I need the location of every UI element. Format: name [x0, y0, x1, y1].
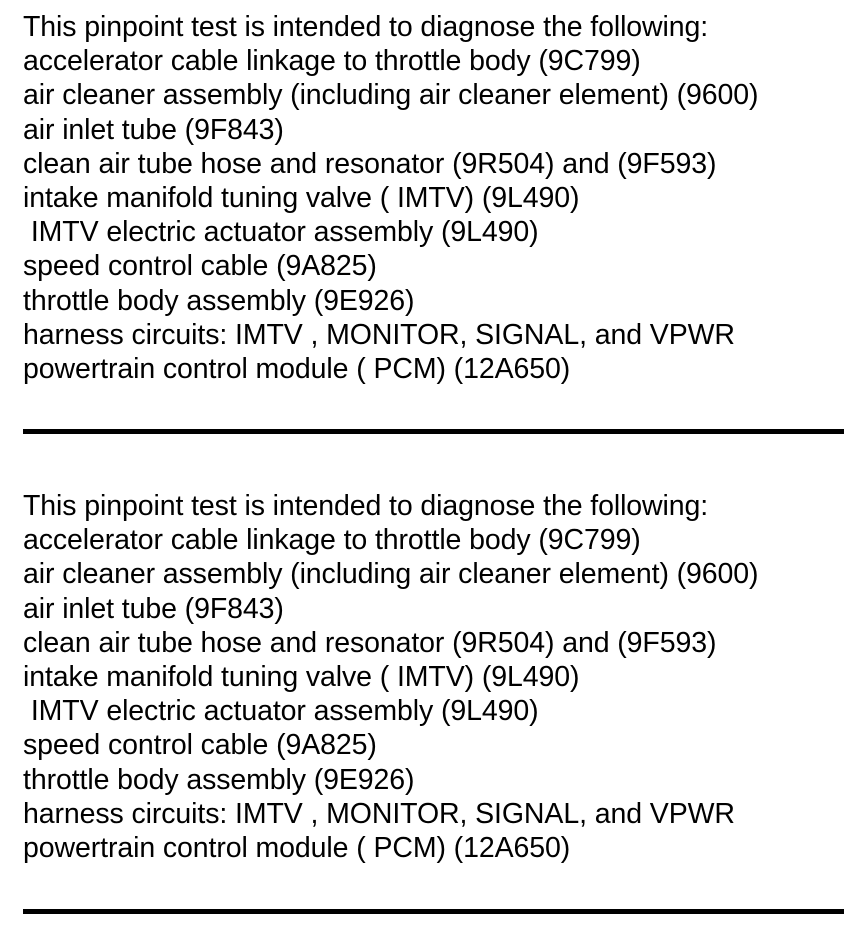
component-item-clean-air-tube: clean air tube hose and resonator (9R504) and (9F593): [23, 626, 717, 659]
component-item-air-inlet-tube: air inlet tube (9F843): [23, 113, 284, 146]
component-item-pcm: powertrain control module ( PCM) (12A650): [23, 352, 571, 385]
component-item-imtv-actuator: IMTV electric actuator assembly (9L490): [23, 216, 539, 249]
pinpoint-test-section-1: [23, 10, 853, 386]
component-item-air-cleaner: air cleaner assembly (including air cleaner element) (9600): [23, 79, 759, 112]
component-item-clean-air-tube: clean air tube hose and resonator (9R504) and (9F593): [23, 147, 717, 180]
component-item-air-inlet-tube: air inlet tube (9F843): [23, 592, 284, 625]
component-item-accelerator-cable: accelerator cable linkage to throttle body (9C799): [23, 524, 641, 557]
component-item-air-cleaner: air cleaner assembly (including air cleaner element) (9600): [23, 558, 759, 591]
component-item-pcm: powertrain control module ( PCM) (12A650): [23, 831, 571, 864]
component-item-imtv: intake manifold tuning valve ( IMTV) (9L490): [23, 660, 580, 693]
component-item-harness-circuits: harness circuits: IMTV , MONITOR, SIGNAL, and VPWR: [23, 797, 735, 830]
section-divider: [23, 429, 844, 434]
component-item-imtv: intake manifold tuning valve ( IMTV) (9L490): [23, 181, 580, 214]
section-intro-line: This pinpoint test is intended to diagnose the following:: [23, 11, 709, 43]
component-item-speed-control-cable: speed control cable (9A825): [23, 250, 377, 283]
component-item-harness-circuits: harness circuits: IMTV , MONITOR, SIGNAL, and VPWR: [23, 318, 735, 351]
component-item-accelerator-cable: accelerator cable linkage to throttle body (9C799): [23, 45, 641, 78]
section-intro-line: This pinpoint test is intended to diagnose the following:: [23, 490, 709, 522]
component-item-throttle-body: throttle body assembly (9E926): [23, 284, 415, 317]
pinpoint-test-section-2: [23, 489, 853, 865]
component-item-imtv-actuator: IMTV electric actuator assembly (9L490): [23, 695, 539, 728]
component-item-throttle-body: throttle body assembly (9E926): [23, 763, 415, 796]
section-divider: [23, 909, 844, 914]
component-item-speed-control-cable: speed control cable (9A825): [23, 729, 377, 762]
